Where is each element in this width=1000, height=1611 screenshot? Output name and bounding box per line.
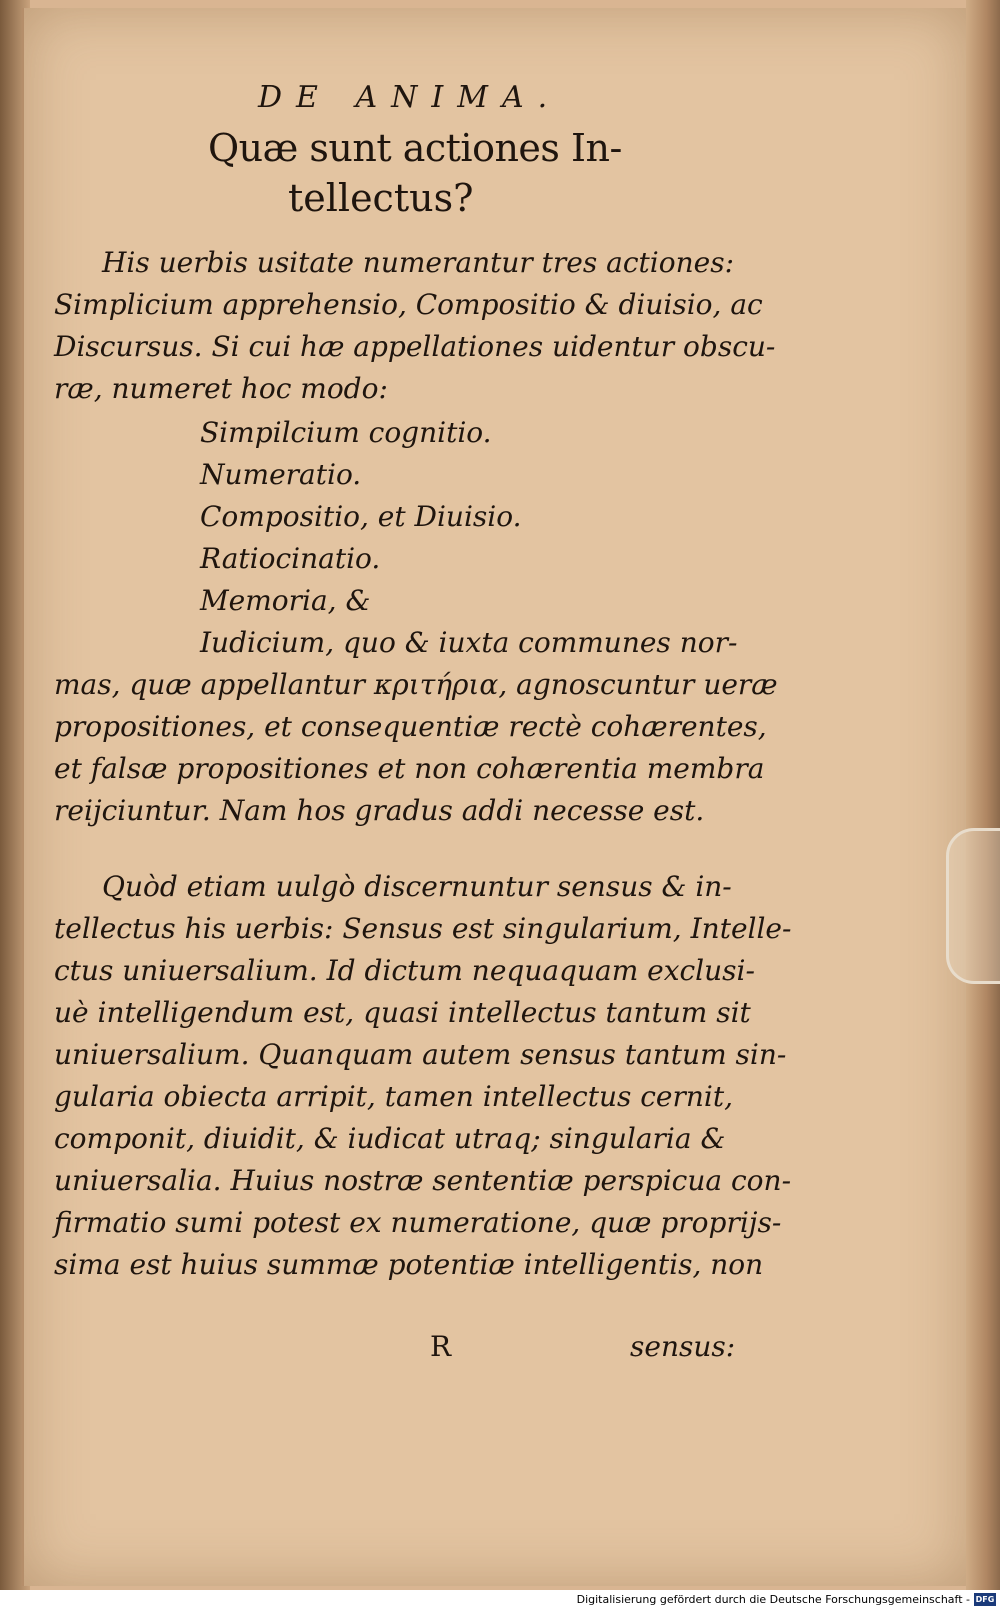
text-line: uè intelligendum est, quasi intellectus tantum sit bbox=[54, 996, 751, 1029]
text-line: gularia obiecta arripit, tamen intellectus cernit, bbox=[54, 1080, 734, 1113]
text-line: reijciuntur. Nam hos gradus addi necesse est. bbox=[54, 794, 705, 827]
text-line: Discursus. Si cui hæ appellationes uidentur obscu- bbox=[54, 330, 776, 363]
text-line: Quòd etiam uulgò discernuntur sensus & in- bbox=[102, 870, 732, 903]
running-head: DE ANIMA. bbox=[258, 80, 562, 115]
text-line: Simplicium apprehensio, Compositio & diuisio, ac bbox=[54, 288, 763, 321]
text-line: sima est huius summæ potentiæ intelligentis, non bbox=[54, 1248, 764, 1281]
list-item: Compositio, et Diuisio. bbox=[200, 500, 522, 533]
text-line: ræ, numeret hoc modo: bbox=[54, 372, 388, 405]
text-line: His uerbis usitate numerantur tres actiones: bbox=[102, 246, 734, 279]
list-item: Simpilcium cognitio. bbox=[200, 416, 492, 449]
list-item: Iudicium, quo & iuxta communes nor- bbox=[200, 626, 738, 659]
digitization-footer bbox=[0, 1590, 1000, 1611]
text-line: uniuersalia. Huius nostræ sententiæ perspicua con- bbox=[54, 1164, 792, 1197]
text-line: mas, quæ appellantur κριτήρια, agnoscuntur ueræ bbox=[54, 668, 778, 701]
page-clip bbox=[946, 828, 1000, 984]
list-item: Numeratio. bbox=[200, 458, 362, 491]
signature-mark: R bbox=[430, 1330, 452, 1363]
text-line: firmatio sumi potest ex numeratione, quæ proprijs- bbox=[54, 1206, 782, 1239]
dfg-logo-icon: DFG bbox=[975, 1595, 995, 1604]
catchword: sensus: bbox=[630, 1330, 736, 1363]
list-item: Ratiocinatio. bbox=[200, 542, 381, 575]
list-item: Memoria, & bbox=[200, 584, 371, 617]
text-line: componit, diuidit, & iudicat utraq; singularia & bbox=[54, 1122, 726, 1155]
section-heading-line-2: tellectus? bbox=[288, 176, 474, 220]
footer-credit: Digitalisierung gefördert durch die Deutsche Forschungsgemeinschaft - bbox=[576, 1593, 970, 1606]
text-line: et falsæ propositiones et non cohærentia membra bbox=[54, 752, 765, 785]
section-heading-line-1: Quæ sunt actiones In- bbox=[208, 126, 622, 170]
text-line: ctus uniuersalium. Id dictum nequaquam exclusi- bbox=[54, 954, 755, 987]
text-line: uniuersalium. Quanquam autem sensus tantum sin- bbox=[54, 1038, 787, 1071]
text-line: propositiones, et consequentiæ rectè cohærentes, bbox=[54, 710, 767, 743]
text-line: tellectus his uerbis: Sensus est singularium, Intelle- bbox=[54, 912, 792, 945]
book-fore-edge bbox=[966, 0, 1000, 1590]
